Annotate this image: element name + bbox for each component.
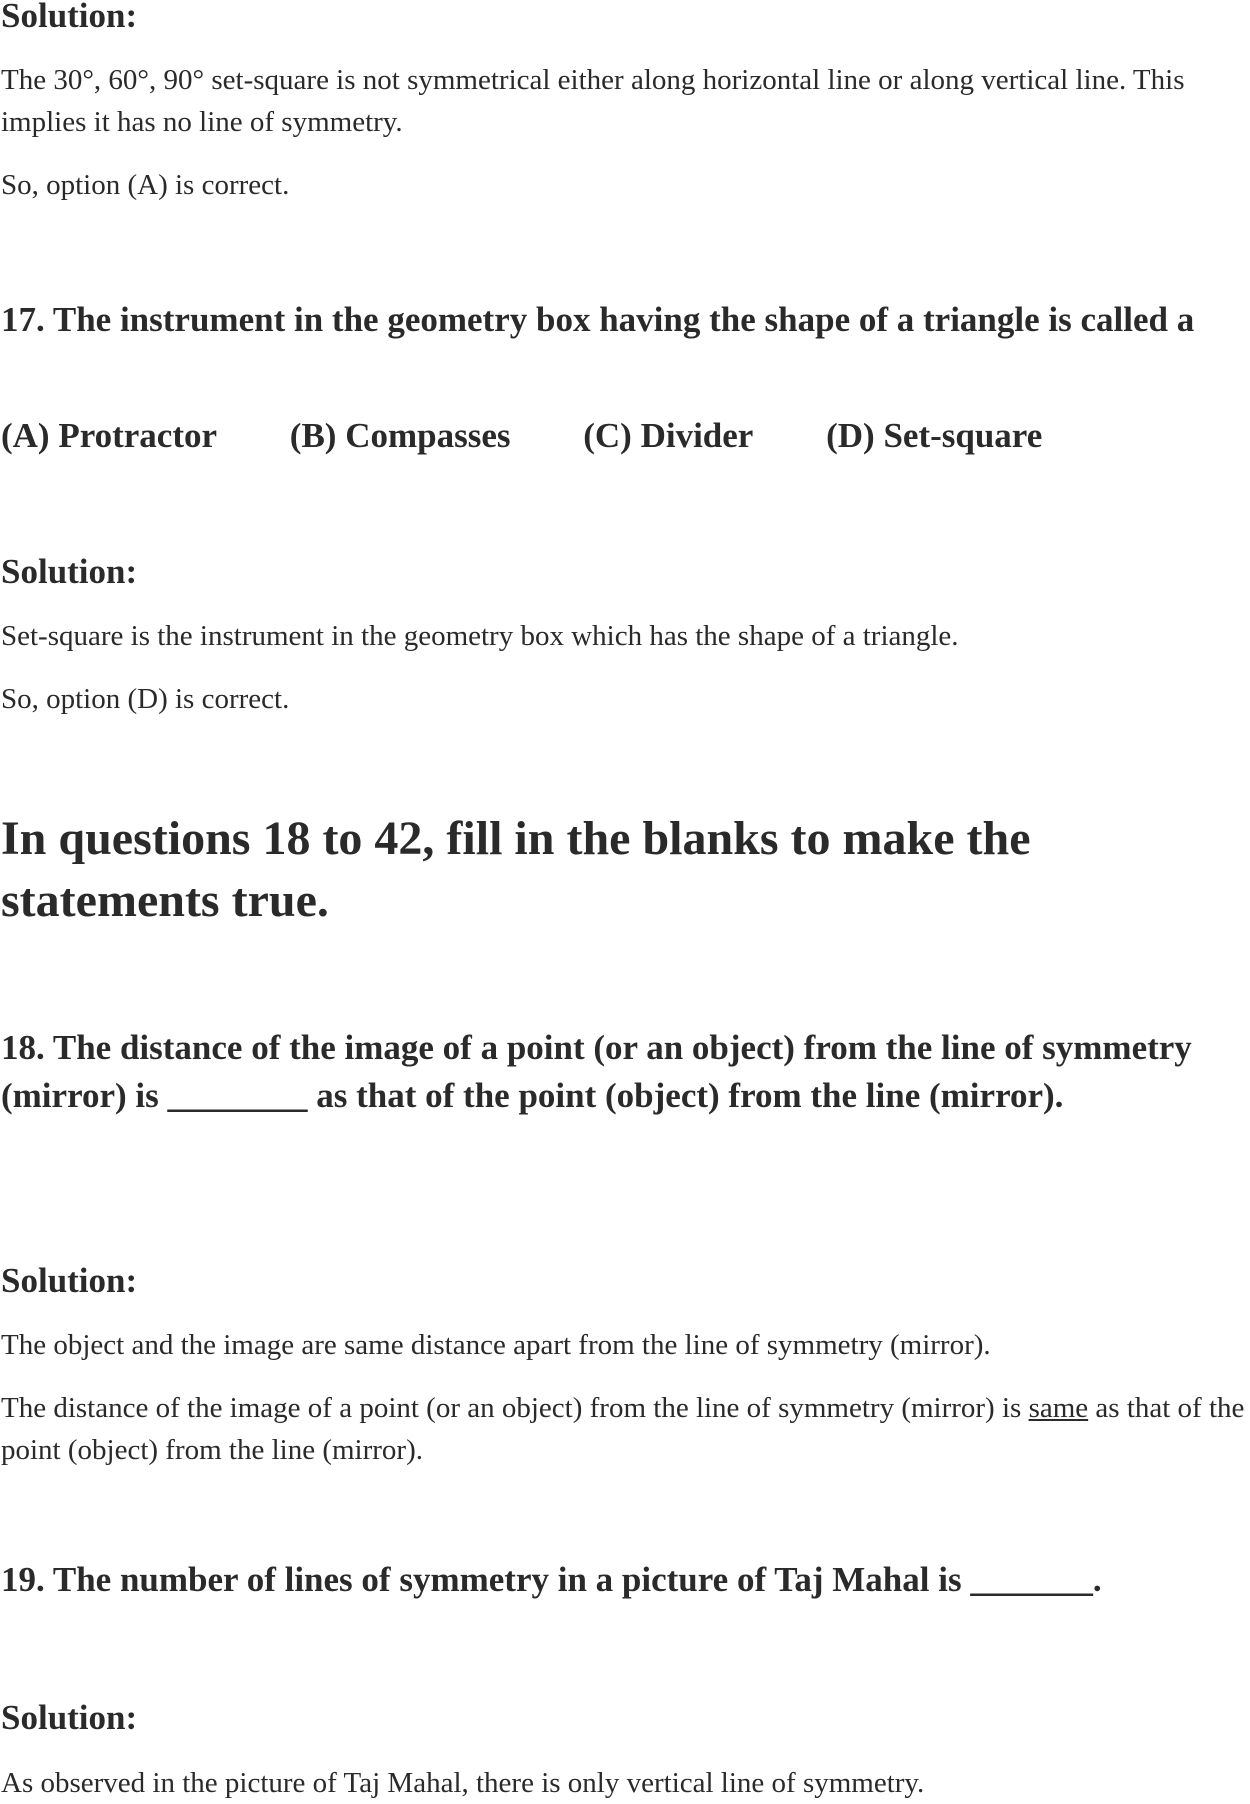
option-d: (D) Set-square (826, 416, 1043, 455)
answer-prefix: The distance of the image of a point (or an object) from the line of symmetry (mirror) is (1, 1392, 1029, 1424)
question-17-options (1, 416, 1042, 456)
solution-text: As observed in the picture of Taj Mahal, there is only vertical line of symmetry. (1, 1767, 925, 1799)
solution-text: The 30°, 60°, 90° set-square is not symmetrical either along horizontal line or along vertical line. This implies it has no line of symmetry. (1, 64, 1185, 138)
question-17: 17. The instrument in the geometry box having the shape of a triangle is called a (1, 300, 1195, 339)
solution-label: Solution: (1, 552, 138, 591)
solution-text: The object and the image are same distance apart from the line of symmetry (mirror). (1, 1329, 991, 1361)
solution-conclusion: So, option (D) is correct. (1, 683, 290, 715)
solution-label: Solution: (1, 1261, 138, 1300)
section-heading: In questions 18 to 42, fill in the blanks to make the statements true. (1, 812, 1031, 927)
question-18: 18. The distance of the image of a point (or an object) from the line of symmetry (mirror) is ________ as that of the point (object) from the line (mirror). (1, 1028, 1192, 1115)
option-a: (A) Protractor (1, 416, 218, 455)
answer-suffix: as that of the point (object) from the line (mirror). (1, 1392, 1245, 1466)
solution-label: Solution: (1, 1698, 138, 1737)
solution-conclusion: So, option (A) is correct. (1, 169, 290, 201)
solution-answer-text (1, 1387, 1246, 1471)
solution-label: Solution: (1, 0, 138, 35)
option-b: (B) Compasses (289, 416, 511, 455)
question-19: 19. The number of lines of symmetry in a picture of Taj Mahal is _______. (1, 1560, 1102, 1599)
answer-blank-fill: same (1028, 1392, 1089, 1424)
solution-text: Set-square is the instrument in the geometry box which has the shape of a triangle. (1, 620, 959, 652)
option-c: (C) Divider (583, 416, 754, 455)
